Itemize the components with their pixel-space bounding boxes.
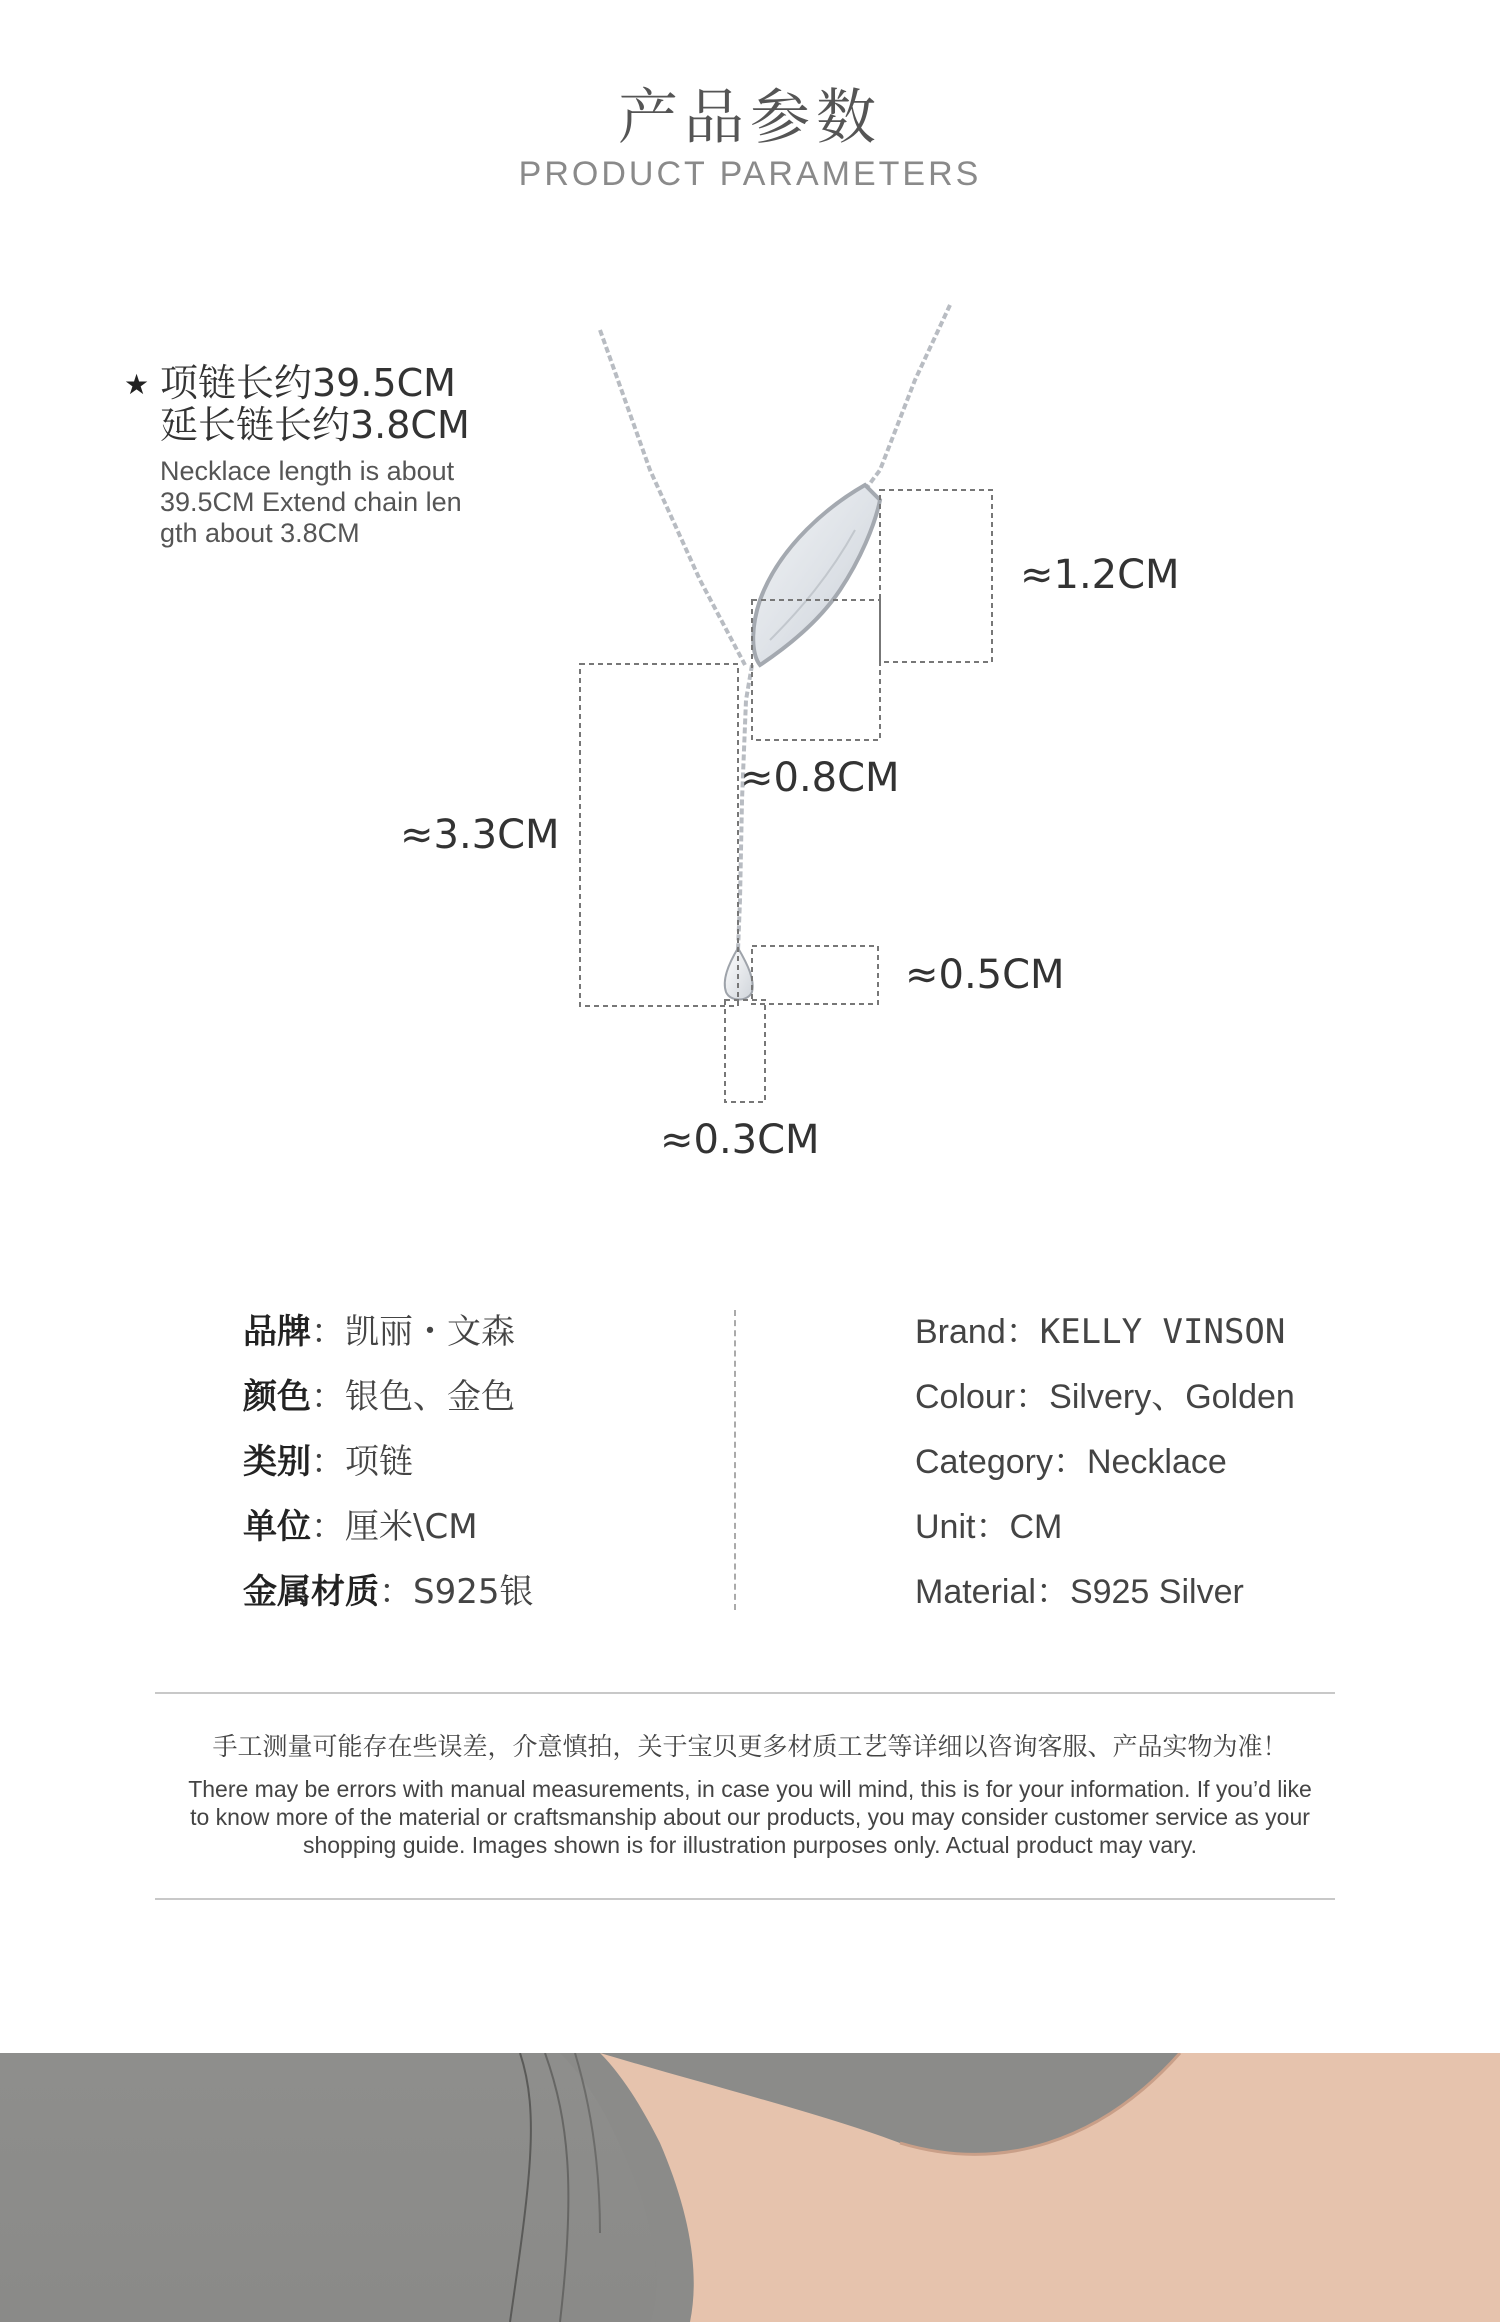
spec-key: Unit xyxy=(915,1508,976,1546)
spec-row-brand-en xyxy=(915,1310,1285,1354)
disclaimer-en: There may be errors with manual measurements, in case you will mind, this is for your information. If you’d like to know more of the material or craftsmanship about our products, you may consider customer service as your shopping guide. Images shown is for illustration purposes only. Actual product may vary. xyxy=(188,1776,1312,1858)
spec-separator: ： xyxy=(379,1572,413,1612)
spec-value: S925 Silver xyxy=(1069,1573,1244,1611)
spec-value: 项链 xyxy=(345,1442,413,1482)
spec-separator: ： xyxy=(975,1508,1010,1546)
spec-key: 类别 xyxy=(243,1442,311,1482)
spec-key: 金属材质 xyxy=(243,1572,379,1612)
chain-left xyxy=(600,330,745,665)
spec-row-colour-en xyxy=(915,1375,1295,1419)
spec-row-colour-cn xyxy=(243,1375,515,1419)
spec-key: Brand xyxy=(915,1313,1006,1351)
spec-separator: ： xyxy=(311,1312,345,1352)
length-note-en-line: Necklace length is about xyxy=(160,456,455,486)
spec-separator: ： xyxy=(1015,1378,1050,1416)
spec-value: Necklace xyxy=(1086,1443,1227,1481)
star-icon: ★ xyxy=(124,368,150,401)
spec-divider xyxy=(734,1310,736,1610)
spec-value: Silvery、Golden xyxy=(1049,1378,1295,1416)
drop-length-box xyxy=(580,664,738,1006)
stone-height-label: ≈0.3CM xyxy=(660,1117,820,1163)
spec-value: 凯丽・文森 xyxy=(345,1312,515,1352)
disclaimer-cn: 手工测量可能存在些误差，介意慎拍，关于宝贝更多材质工艺等详细以咨询客服、产品实物为准！ xyxy=(212,1732,1288,1761)
divider-bottom xyxy=(155,1898,1335,1900)
length-note-en-line: gth about 3.8CM xyxy=(160,518,360,548)
model-neck-illustration xyxy=(0,2053,1500,2322)
stone-height-box xyxy=(725,1000,765,1102)
spec-row-unit-cn xyxy=(243,1505,478,1549)
divider-top xyxy=(155,1692,1335,1694)
spec-value: S925银 xyxy=(413,1572,534,1612)
spec-separator: ： xyxy=(311,1442,345,1482)
wing-height-label: ≈1.2CM xyxy=(1020,552,1180,598)
spec-key: 颜色 xyxy=(243,1377,311,1417)
spec-row-material-en xyxy=(915,1570,1244,1614)
wing-height-box xyxy=(880,490,992,662)
drop-length-label: ≈3.3CM xyxy=(400,812,560,858)
stone-width-label: ≈0.5CM xyxy=(905,952,1065,998)
spec-key: Category xyxy=(915,1443,1053,1481)
spec-row-category-en xyxy=(915,1440,1227,1484)
spec-key: 单位 xyxy=(243,1507,311,1547)
length-note-en-line: 39.5CM Extend chain len xyxy=(160,487,462,517)
spec-row-brand-cn xyxy=(243,1310,515,1354)
spec-value: 银色、金色 xyxy=(345,1377,515,1417)
spec-key: Colour xyxy=(915,1378,1016,1416)
spec-separator: ： xyxy=(1005,1313,1040,1351)
page-title: 产品参数 xyxy=(618,83,882,153)
spec-row-category-cn xyxy=(243,1440,413,1484)
extension-length-cn: 延长链长约3.8CM xyxy=(160,403,470,447)
spec-row-unit-en xyxy=(915,1505,1062,1549)
chain-right xyxy=(865,305,950,490)
spec-separator: ： xyxy=(1052,1443,1087,1481)
spec-separator: ： xyxy=(311,1507,345,1547)
teardrop-stone xyxy=(725,948,753,1000)
drop-chain xyxy=(738,665,752,950)
spec-separator: ： xyxy=(311,1377,345,1417)
spec-value: 厘米\CM xyxy=(345,1507,478,1547)
spec-key: Material xyxy=(915,1573,1036,1611)
spec-key: 品牌 xyxy=(243,1312,311,1352)
model-photo xyxy=(0,2053,1500,2322)
stone-width-box xyxy=(752,946,878,1004)
spec-value: KELLY VINSON xyxy=(1039,1312,1286,1352)
wing-width-label: ≈0.8CM xyxy=(740,755,900,801)
page-subtitle: PRODUCT PARAMETERS xyxy=(518,155,982,193)
necklace-length-cn: 项链长约39.5CM xyxy=(160,361,456,405)
spec-row-material-cn xyxy=(243,1570,533,1614)
spec-separator: ： xyxy=(1035,1573,1070,1611)
spec-value: CM xyxy=(1009,1508,1063,1546)
